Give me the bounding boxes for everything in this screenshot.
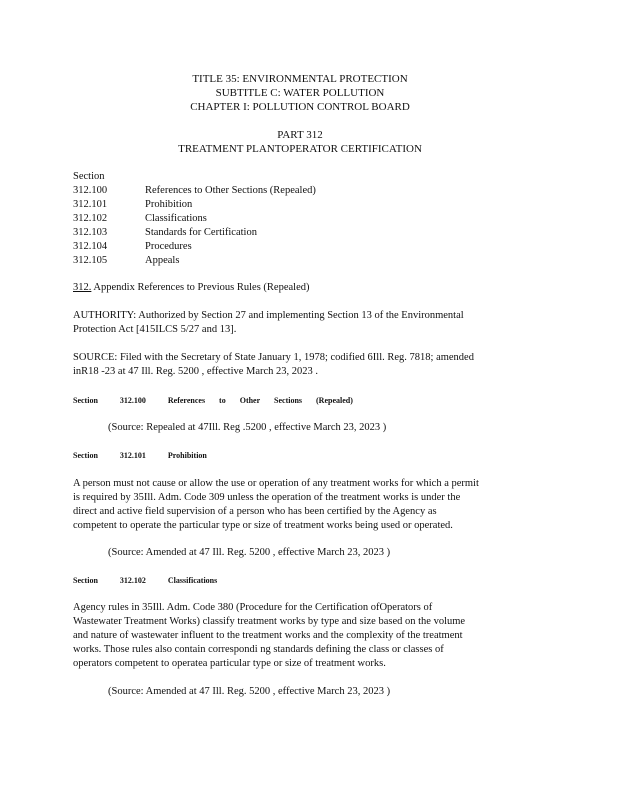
subtitle-line: SUBTITLE C: WATER POLLUTION [215,87,385,99]
chapter-line: CHAPTER I: POLLUTION CONTROL BOARD [190,101,410,113]
toc-appendix [73,281,309,295]
toc-number: 312.104 [73,241,108,252]
toc-number: 312.105 [73,255,108,266]
section-heading: Section 312.100 References to Other Sections (Repealed) [73,396,353,405]
section-source-note: (Source: Amended at 47 Ill. Reg. 5200 , effective March 23, 2023 ) [108,547,391,558]
section-heading: Section 312.102 Classifications [73,576,218,585]
section-body: Agency rules in 35Ill. Adm. Code 380 (Procedure for the Certification ofOperators of Wastewater Treatment Works) classify treatment works by type and size based on the volume and nature of wastewater influent to the treatment works and the complexity of the treatment works. Those rules also contain correspondi ng standards defining the class or classes of operators competent to operatea particular type or size of treatment works. [73,602,466,669]
appendix-title: Appendix References to Previous Rules (Repealed) [91,282,310,293]
section-heading: Section 312.101 Prohibition [73,451,207,460]
title-line: TITLE 35: ENVIRONMENTAL PROTECTION [192,73,408,85]
appendix-number: 312. [73,282,92,293]
toc-title: Standards for Certification [145,227,257,238]
source-note: SOURCE: Filed with the Secretary of State January 1, 1978; codified 6Ill. Reg. 7818; amended inR18 -23 at 47 Ill. Reg. 5200 , effective March 23, 2023 . [73,352,474,377]
toc-title: Classifications [145,213,207,224]
toc-title: References to Other Sections (Repealed) [145,185,316,196]
part-line: PART 312 [277,129,323,141]
toc-number: 312.102 [73,213,108,224]
toc-number: 312.100 [73,185,108,196]
toc-number: 312.103 [73,227,108,238]
toc-section-label: Section [73,171,105,182]
section-source-note: (Source: Repealed at 47Ill. Reg .5200 , effective March 23, 2023 ) [108,422,387,433]
toc-title: Prohibition [145,199,193,210]
authority-note: AUTHORITY: Authorized by Section 27 and implementing Section 13 of the Environmental Protection Act [415ILCS 5/27 and 13]. [73,310,464,335]
section-source-note: (Source: Amended at 47 Ill. Reg. 5200 , effective March 23, 2023 ) [108,686,391,697]
section-body: A person must not cause or allow the use or operation of any treatment works for which a permit is required by 35Ill. Adm. Code 309 unless the operation of the treatment works is under the direct and active field supervision of a person who has been certified by the Agency as competent to operate the particular type or size of treatment works being used or operated. [73,478,479,531]
toc-number: 312.101 [73,199,108,210]
toc-title: Appeals [145,255,180,266]
toc-title: Procedures [145,241,192,252]
part-title-line: TREATMENT PLANTOPERATOR CERTIFICATION [178,143,422,155]
